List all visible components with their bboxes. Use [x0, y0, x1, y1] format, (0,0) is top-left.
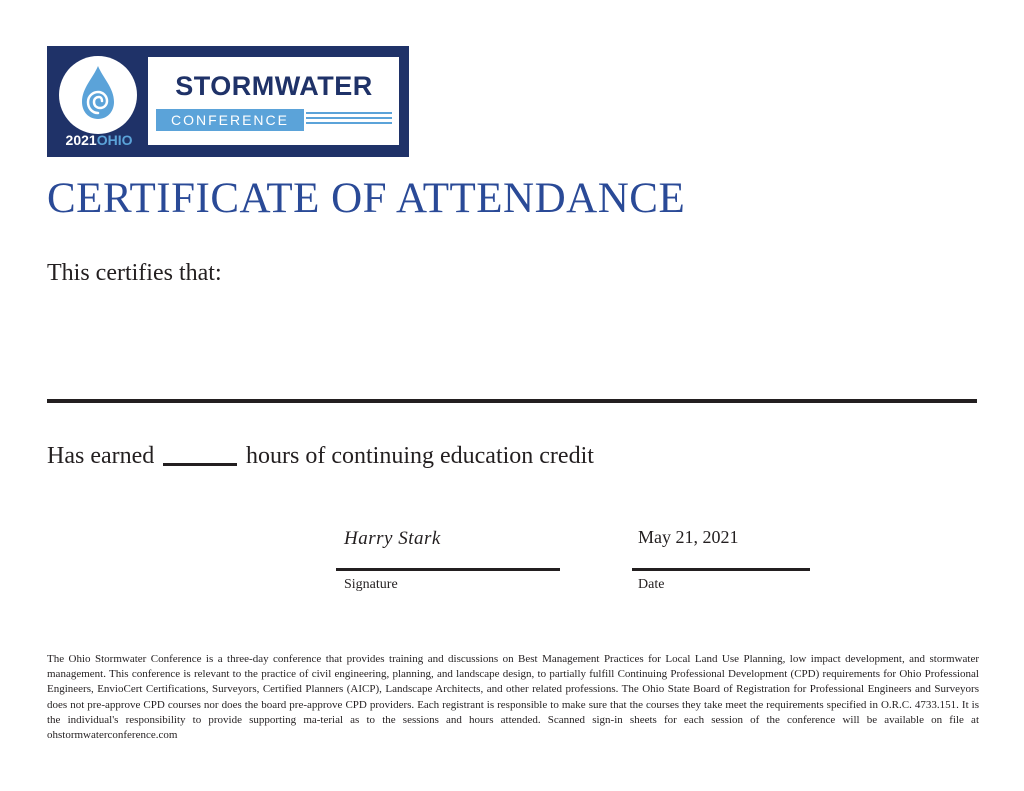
certifies-text: This certifies that: — [47, 260, 222, 286]
logo-wordmark: STORMWATER — [175, 71, 373, 101]
date-value: May 21, 2021 — [638, 527, 739, 547]
name-line — [47, 399, 977, 403]
logo-sub-wrap — [156, 109, 392, 131]
logo-year: 2021OHIO — [65, 132, 133, 148]
logo-stripes — [306, 112, 392, 127]
logo-circle — [59, 56, 137, 134]
logo-subtitle: CONFERENCE — [170, 112, 289, 128]
certificate-title: CERTIFICATE OF ATTENDANCE — [47, 175, 686, 222]
logo-wordmark-box — [148, 57, 399, 145]
signature-value: Harry Stark — [344, 528, 441, 549]
logo-state: OHIO — [96, 132, 133, 148]
earned-prefix: Has earned — [47, 443, 155, 469]
date-line — [632, 568, 810, 571]
hours-blank-line — [163, 463, 237, 466]
signature-line — [336, 568, 560, 571]
signature-label: Signature — [344, 577, 398, 592]
date-label: Date — [638, 577, 665, 592]
earned-suffix: hours of continuing education credit — [246, 443, 594, 469]
conference-logo — [47, 46, 409, 157]
disclaimer-text: The Ohio Stormwater Conference is a three-day conference that provides training and discussions on Best Management Practices for Local Land Use Planning, low impact development, and stormwater management. This conference is relevant to the practice of civil engineering, planning, and landscape design, to partially fulfill Continuing Professional Development (CPD) requirements for Ohio Professional Engineers, EnvioCert Certifications, Surveyors, Certified Planners (AICP), Landscape Architects, and other related professions. The Ohio State Board of Registration for Professional Engineers and Surveyors does not pre-approve CPD courses nor does the board pre-approve CPD providers. Each registrant is responsible to make sure that the courses they take meet the requirements specified in O.R.C. 4733.151. It is the individual's responsibility to provide supporting ma-terial as to the sessions and hours attended. Scanned sign-in sheets for each session of the conference will be available on file at ohstormwaterconference.com — [47, 653, 979, 742]
water-drop-spiral-icon — [59, 56, 137, 134]
